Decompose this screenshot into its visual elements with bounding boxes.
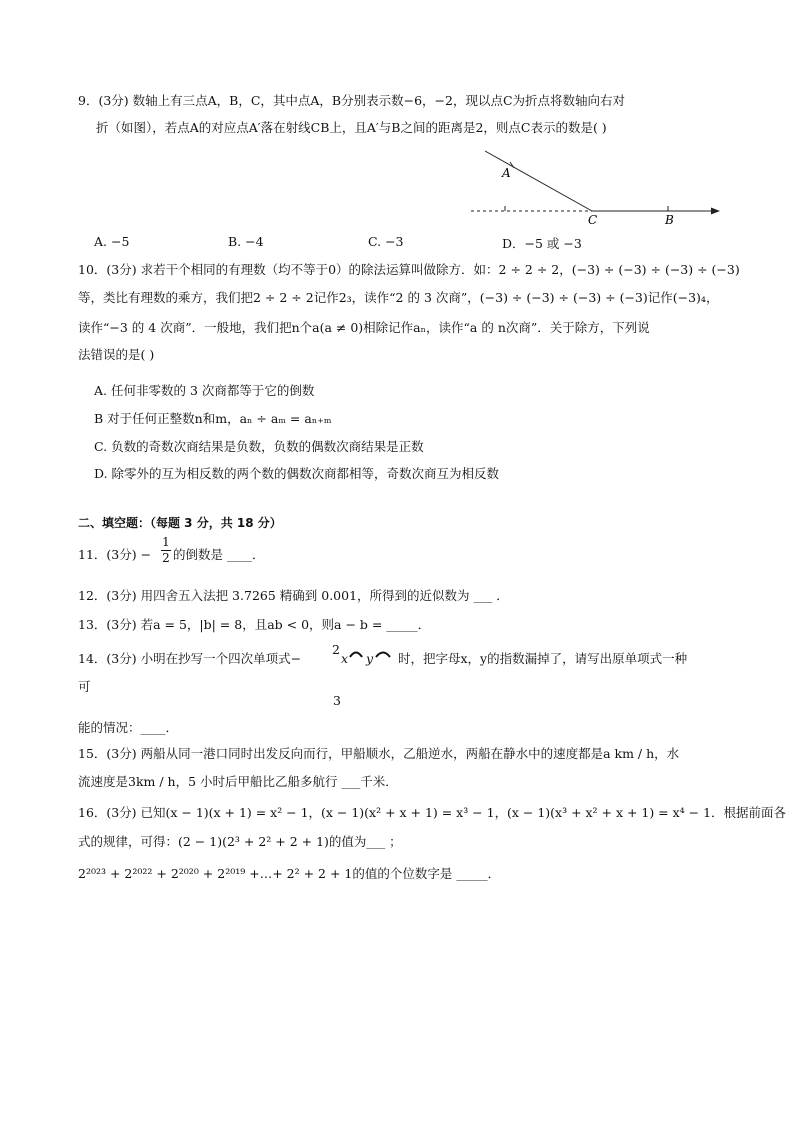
q10-line-1: 10．(3分) 求若干个相同的有理数（均不等于0）的除法运算叫做除方．如：2 ÷ 2 ÷ 2，(−3) ÷ (−3) ÷ (−3) ÷ (−3): [78, 262, 740, 277]
point-b-label: B: [665, 213, 674, 225]
q14-line-3: 能的情况：____．: [78, 720, 179, 735]
q11-denominator: 2: [162, 551, 170, 565]
q16-line-3: 2²⁰²³ + 2²⁰²² + 2²⁰²⁰ + 2²⁰¹⁹ +…+ 2² + 2 + 1的值的个位数字是 _____．: [78, 866, 501, 881]
q14-line-2: 可: [78, 679, 91, 694]
q14-var-x: x: [341, 651, 349, 666]
q9-option-d[interactable]: D．−5 或 −3: [502, 236, 582, 251]
q10-option-a[interactable]: A. 任何非零数的 3 次商都等于它的倒数: [94, 383, 315, 398]
missing-exponent-mark-icon: [349, 650, 363, 658]
q9-line-1: 9．(3分) 数轴上有三点A，B，C，其中点A，B分别表示数−6，−2，现以点C为折点将数轴向右对: [78, 93, 626, 108]
q10-option-c[interactable]: C. 负数的奇数次商结果是负数，负数的偶数次商结果是正数: [94, 439, 424, 454]
q16-line-1: 16．(3分) 已知(x − 1)(x + 1) = x² − 1，(x − 1)(x² + x + 1) = x³ − 1，(x − 1)(x³ + x² + x + 1) = x⁴ − 1．根据前面各: [78, 805, 786, 820]
q15-line-1: 15．(3分) 两船从同一港口同时出发反向而行，甲船顺水，乙船逆水，两船在静水中的速度都是a km / h，水: [78, 746, 680, 761]
q11-prefix: 11．(3分) −: [78, 547, 152, 562]
q10-line-3: 读作“−3 的 4 次商”．一般地，我们把n个a(a ≠ 0)相除记作aₙ，读作“a 的 n次商”．关于除方，下列说: [78, 320, 650, 335]
q11-numerator: 1: [162, 535, 170, 549]
q9-line-2: 折（如图），若点A的对应点A′落在射线CB上，且A′与B之间的距离是2，则点C表示的数是( ): [96, 120, 607, 135]
q10-line-2: 等，类比有理数的乘方，我们把2 ÷ 2 ÷ 2记作2₃，读作“2 的 3 次商”，(−3) ÷ (−3) ÷ (−3) ÷ (−3)记作(−3)₄，: [78, 290, 719, 305]
q11-fraction: [161, 536, 171, 565]
q10-option-b[interactable]: B 对于任何正整数n和m，aₙ ÷ aₘ = aₙ₊ₘ: [94, 411, 332, 426]
q9-option-a[interactable]: A. −5: [94, 234, 130, 249]
point-c-label: C: [588, 213, 598, 225]
q9-option-c[interactable]: C. −3: [368, 234, 404, 249]
q10-line-4: 法错误的是( ): [78, 347, 155, 362]
point-a-label: A: [502, 166, 511, 180]
q9-option-b[interactable]: B. −4: [228, 234, 264, 249]
missing-exponent-mark-icon: [375, 650, 391, 658]
q16-line-2: 式的规律，可得：(2 − 1)(2³ + 2² + 2 + 1)的值为___ ；: [78, 834, 402, 849]
q15-line-2: 流速度是3km / h，5 小时后甲船比乙船多航行 ___千米．: [78, 774, 398, 789]
number-line-fold-figure: [468, 145, 723, 225]
q14-denominator: 3: [333, 693, 341, 708]
q11-suffix: 的倒数是 ____．: [173, 547, 265, 562]
section-heading-fill-in: 二、填空题：（每题 3 分，共 18 分）: [78, 516, 282, 530]
q14-var-y: y: [366, 651, 374, 666]
q12-text: 12．(3分) 用四舍五入法把 3.7265 精确到 0.001，所得到的近似数为 ___ ．: [78, 588, 509, 603]
q14-numerator: 2: [332, 642, 340, 657]
q14-line-1: 14．(3分) 小明在抄写一个四次单项式−: [78, 651, 302, 666]
q14-line-1-end: 时，把字母x，y的指数漏掉了，请写出原单项式一种: [398, 651, 688, 666]
q10-option-d[interactable]: D. 除零外的互为相反数的两个数的偶数次商都相等，奇数次商互为相反数: [94, 466, 500, 481]
q13-text: 13．(3分) 若a = 5，|b| = 8，且ab < 0，则a − b = _____．: [78, 617, 431, 632]
